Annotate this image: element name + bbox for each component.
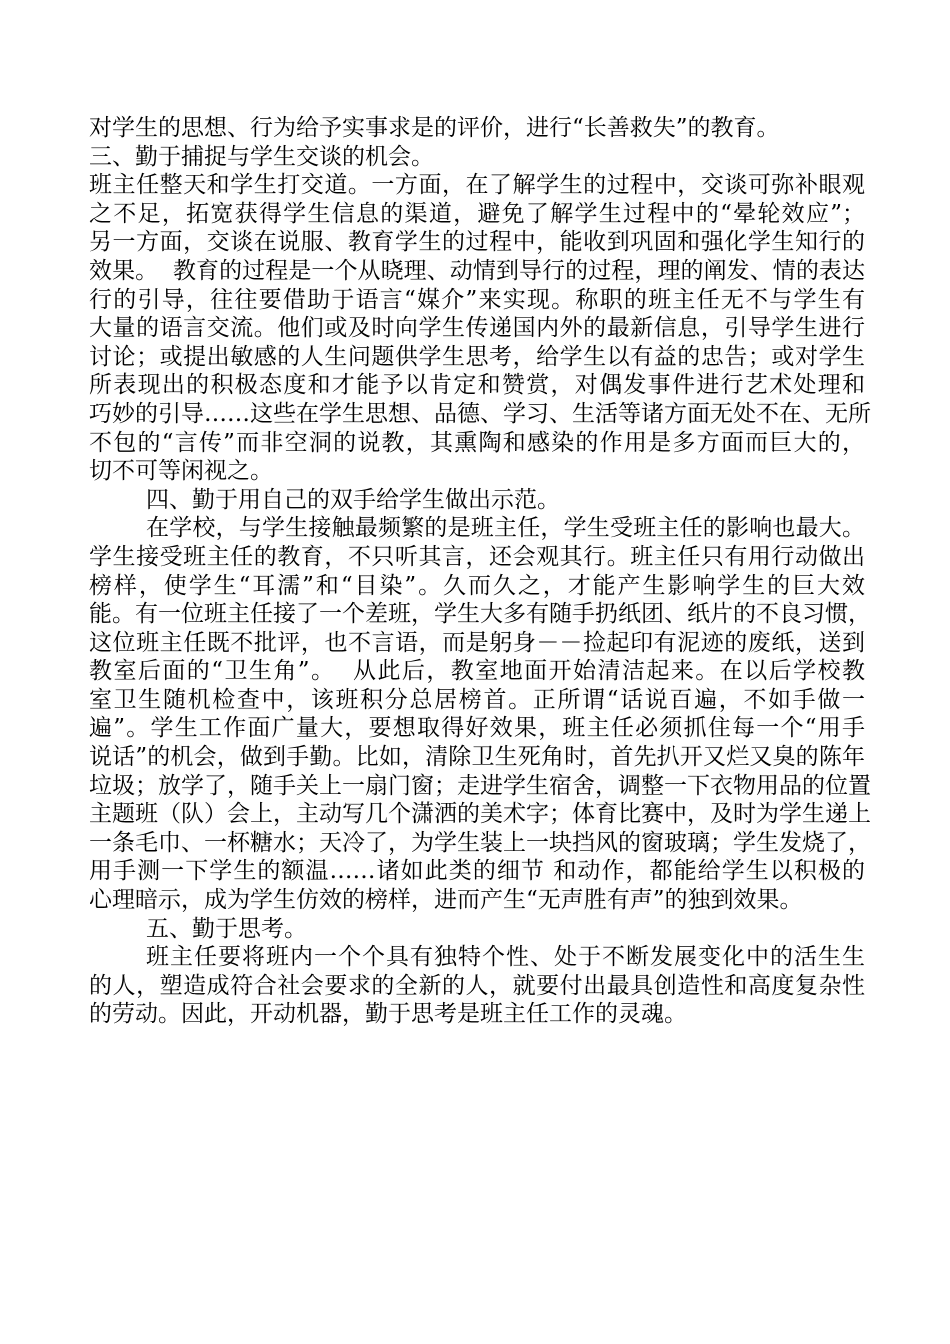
- text-line: 巧妙的引导……这些在学生思想、品德、学习、生活等诸方面无处不在、无所: [89, 400, 871, 427]
- text-line: 对学生的思想、行为给予实事求是的评价，进行“长善救失”的教育。: [89, 115, 780, 141]
- text-line: 垃圾；放学了，随手关上一扇门窗；走进学生宿舍，调整一下衣物用品的位置: [89, 772, 871, 799]
- text-line: 不包的“言传”而非空洞的说教，其熏陶和感染的作用是多方面而巨大的，: [89, 429, 865, 456]
- text-line: 心理暗示，成为学生仿效的榜样，进而产生“无声胜有声”的独到效果。: [89, 887, 803, 914]
- text-line: 的人，塑造成符合社会要求的全新的人，就要付出最具创造性和高度复杂性: [89, 972, 865, 999]
- document-body: [89, 114, 871, 1029]
- text-line: 室卫生随机检查中，该班积分总居榜首。正所谓“话说百遍，不如手做一: [89, 686, 865, 713]
- text-line: 大量的语言交流。他们或及时向学生传递国内外的最新信息，引导学生进行: [89, 315, 865, 342]
- text-line: 能。有一位班主任接了一个差班，学生大多有随手扔纸团、纸片的不良习惯，: [89, 601, 871, 628]
- section-heading-3: 三、勤于捕捉与学生交谈的机会。: [89, 143, 434, 170]
- text-line: 讨论；或提出敏感的人生问题供学生思考，给学生以有益的忠告；或对学生: [89, 343, 865, 370]
- text-line: 班主任整天和学生打交道。一方面，在了解学生的过程中，交谈可弥补眼观: [89, 172, 865, 199]
- text-line: 行的引导，往往要借助于语言“媒介”来实现。称职的班主任无不与学生有: [89, 286, 865, 313]
- text-line: 在学校，与学生接触最频繁的是班主任，学生受班主任的影响也最大。: [146, 515, 865, 542]
- text-line: 这位班主任既不批评，也不言语，而是躬身－－捡起印有泥迹的废纸，送到: [89, 629, 865, 656]
- text-line: 学生接受班主任的教育，不只听其言，还会观其行。班主任只有用行动做出: [89, 543, 865, 570]
- text-line: 一条毛巾、一杯糖水；天冷了，为学生装上一块挡风的窗玻璃；学生发烧了，: [89, 829, 871, 856]
- text-line: 所表现出的积极态度和才能予以肯定和赞赏，对偶发事件进行艺术处理和: [89, 372, 865, 399]
- section-heading-5: 五、勤于思考。: [146, 915, 307, 942]
- text-line: 说话”的机会，做到手勤。比如，清除卫生死角时，首先扒开又烂又臭的陈年: [89, 744, 865, 771]
- text-line: 教室后面的“卫生角”。 从此后，教室地面开始清洁起来。在以后学校教: [89, 658, 865, 685]
- text-line: 遍”。学生工作面广量大，要想取得好效果，班主任必须抓住每一个“用手: [89, 715, 865, 742]
- section-heading-4: 四、勤于用自己的双手给学生做出示范。: [146, 486, 560, 513]
- text-line: 的劳动。因此，开动机器，勤于思考是班主任工作的灵魂。: [89, 1001, 687, 1028]
- text-line: 之不足，拓宽获得学生信息的渠道，避免了解学生过程中的“晕轮效应”；: [89, 200, 865, 227]
- text-line: 主题班（队）会上，主动写几个潇洒的美术字；体育比赛中，及时为学生递上: [89, 801, 871, 828]
- text-line: 班主任要将班内一个个具有独特个性、处于不断发展变化中的活生生: [146, 944, 865, 971]
- text-line: 效果。 教育的过程是一个从晓理、动情到导行的过程，理的阐发、情的表达: [89, 257, 865, 284]
- text-line: 用手测一下学生的额温……诸如此类的细节 和动作，都能给学生以积极的: [89, 858, 865, 885]
- text-line: 榜样，使学生“耳濡”和“目染”。久而久之，才能产生影响学生的巨大效: [89, 572, 865, 599]
- text-line: 另一方面，交谈在说服、教育学生的过程中，能收到巩固和强化学生知行的: [89, 229, 865, 256]
- text-line: 切不可等闲视之。: [89, 458, 273, 485]
